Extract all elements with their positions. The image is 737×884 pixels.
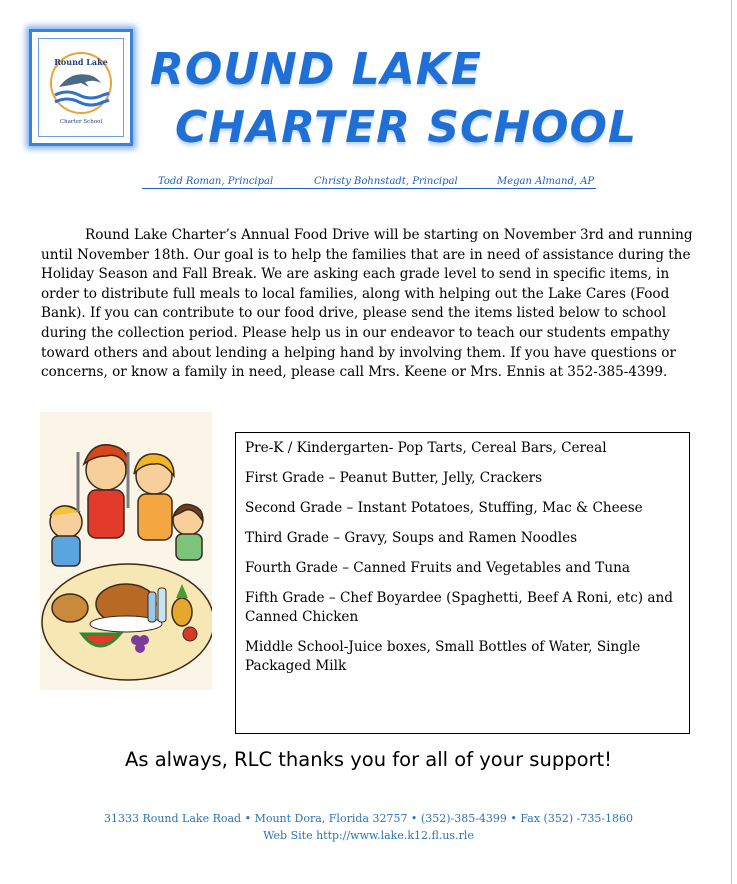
bread-basket-icon bbox=[52, 594, 88, 622]
staff-principal-1: Todd Roman, Principal bbox=[158, 176, 274, 187]
grade-item-middle-school: Middle School-Juice boxes, Small Bottles of Water, Single Packaged Milk bbox=[245, 638, 641, 675]
thanks-message: As always, RLC thanks you for all of your support! bbox=[125, 748, 612, 771]
grade-item-first: First Grade – Peanut Butter, Jelly, Crackers bbox=[245, 469, 543, 486]
logo-name: Round Lake bbox=[54, 57, 108, 67]
grade-items-list bbox=[236, 433, 689, 677]
title-line-1: ROUND LAKE bbox=[150, 44, 482, 95]
intro-paragraph-text: Round Lake Charter’s Annual Food Drive will be starting on November 3rd and running until November 18th. Our goal is to help the families that are in need of assistance during the Holiday Season and Fall Break. We are asking each grade level to send in specific items, in order to distribute full meals to local families, along with helping out the Lake Cares (Food Bank). If you can contribute to our food drive, please send the items listed below to school during the collection period. Please help us in our endeavor to teach our students empathy toward others and about lending a helping hand by involving them. If you have questions or concerns, or know a family in need, please call Mrs. Keene or Mrs. Ennis at 352-385-4399. bbox=[41, 227, 693, 381]
intro-paragraph bbox=[41, 226, 696, 383]
grade-item-fourth: Fourth Grade – Canned Fruits and Vegetables and Tuna bbox=[245, 559, 630, 576]
logo-caption: Charter School bbox=[59, 119, 103, 125]
apple-icon bbox=[183, 627, 197, 641]
family-dinner-clipart bbox=[40, 412, 212, 690]
school-logo bbox=[29, 29, 133, 146]
staff-principal-2: Christy Bohnstadt, Principal bbox=[314, 176, 458, 187]
grade-item-second: Second Grade – Instant Potatoes, Stuffing, Mac & Cheese bbox=[245, 499, 643, 516]
staff-ap: Megan Almand, AP bbox=[497, 176, 595, 187]
grade-item-third: Third Grade – Gravy, Soups and Ramen Noodles bbox=[245, 529, 578, 546]
grade-item-fifth: Fifth Grade – Chef Boyardee (Spaghetti, Beef A Roni, etc) and Canned Chicken bbox=[245, 589, 673, 625]
staff-line bbox=[142, 175, 596, 189]
dolphin-logo-icon bbox=[45, 49, 117, 127]
footer-website: Web Site http://www.lake.k12.fl.us.rle bbox=[263, 829, 474, 842]
grade-item-prek: Pre-K / Kindergarten- Pop Tarts, Cereal Bars, Cereal bbox=[245, 440, 607, 456]
grade-items-box bbox=[235, 432, 690, 734]
title-line-2: CHARTER SCHOOL bbox=[175, 102, 637, 153]
footer-address: 31333 Round Lake Road • Mount Dora, Florida 32757 • (352)-385-4399 • Fax (352) -735-1860 bbox=[103, 812, 634, 825]
